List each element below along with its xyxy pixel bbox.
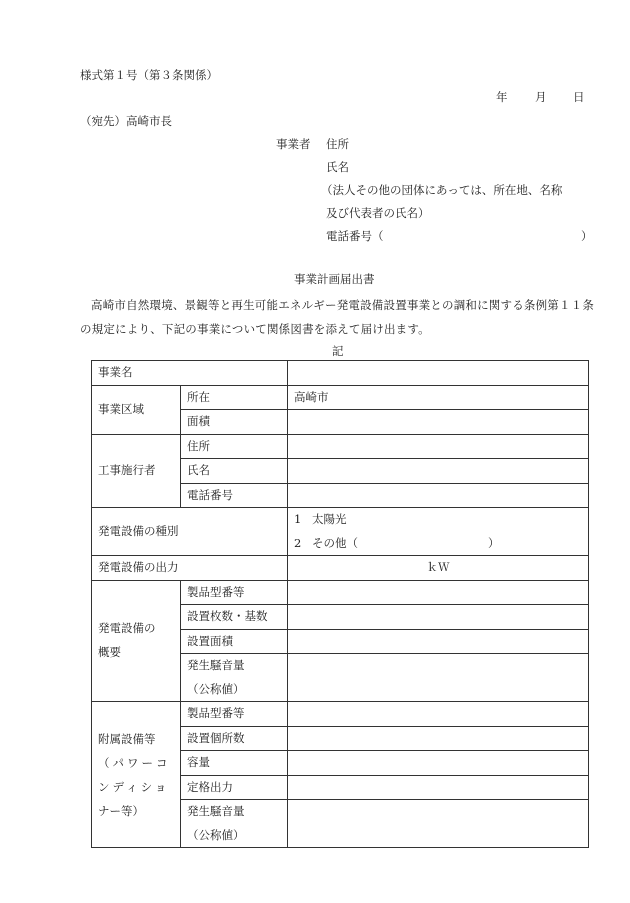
area-label: 面積 xyxy=(181,410,288,435)
business-area-label: 事業区域 xyxy=(92,385,181,434)
aux-install-count-cell[interactable] xyxy=(288,726,589,751)
output-unit: ｋＷ xyxy=(426,560,450,574)
location-label: 所在 xyxy=(181,385,288,410)
rated-output-label: 定格出力 xyxy=(181,775,288,800)
table-row-business-name xyxy=(92,361,589,386)
contractor-name-cell[interactable] xyxy=(288,459,589,484)
applicant-corp-note-line2: 及び代表者の氏名） xyxy=(326,206,430,220)
area-cell[interactable] xyxy=(288,410,589,435)
aux-equipment-line4: ナー等） xyxy=(98,803,144,818)
applicant-address-label: 住所 xyxy=(326,137,349,151)
capacity-cell[interactable] xyxy=(288,751,589,776)
applicant-phone-close: ） xyxy=(581,229,593,243)
type-option-other-label: その他（ xyxy=(312,535,358,550)
aux-noise-label-line1: 発生騒音量 xyxy=(187,804,245,818)
document-title: 事業計画届出書 xyxy=(294,272,375,286)
aux-equipment-label xyxy=(92,702,181,848)
type-option-solar[interactable] xyxy=(294,508,582,532)
capacity-label: 容量 xyxy=(181,751,288,776)
table-row-output xyxy=(92,556,589,581)
addressee: （宛先）高崎市長 xyxy=(80,114,172,128)
business-name-cell[interactable] xyxy=(288,361,589,386)
aux-equipment-line2: （パワーコ xyxy=(98,755,171,770)
equipment-overview-line2: 概要 xyxy=(98,644,121,659)
contractor-phone-cell[interactable] xyxy=(288,483,589,508)
table-row-equipment-type xyxy=(92,508,589,556)
noise-cell[interactable] xyxy=(288,654,589,702)
install-count-label: 設置枚数・基数 xyxy=(181,605,288,630)
aux-model-number-label: 製品型番等 xyxy=(181,702,288,727)
aux-equipment-line1: 附属設備等 xyxy=(98,731,156,746)
type-option-other-close: ） xyxy=(488,535,500,550)
date-day-label: 日 xyxy=(573,90,585,104)
install-area-label: 設置面積 xyxy=(181,629,288,654)
note-heading: 記 xyxy=(332,344,344,358)
model-number-label: 製品型番等 xyxy=(181,580,288,605)
applicant-name-label: 氏名 xyxy=(326,160,349,174)
noise-label xyxy=(181,654,288,702)
contractor-label: 工事施行者 xyxy=(92,434,181,508)
equipment-type-options xyxy=(288,508,589,556)
location-value[interactable]: 高崎市 xyxy=(288,385,589,410)
equipment-overview-label xyxy=(92,580,181,702)
aux-noise-label-line2: （公称値） xyxy=(187,827,245,842)
noise-label-line1: 発生騒音量 xyxy=(187,658,245,672)
type-option-solar-number: 1 xyxy=(294,512,302,526)
noise-label-line2: （公称値） xyxy=(187,681,245,696)
type-option-other-number: 2 xyxy=(294,535,302,550)
output-cell[interactable] xyxy=(288,556,589,581)
aux-equipment-line3: ンディショ xyxy=(98,779,170,794)
business-name-label: 事業名 xyxy=(92,361,288,386)
table-row-model-number xyxy=(92,580,589,605)
form-number: 様式第１号（第３条関係） xyxy=(80,68,218,82)
table-row-aux-model-number xyxy=(92,702,589,727)
business-plan-table xyxy=(91,360,589,848)
document-body: 高崎市自然環境、景観等と再生可能エネルギー発電設備設置事業との調和に関する条例第１１条の規定により、下記の事業について関係図書を添えて届け出ます。 xyxy=(80,298,595,336)
aux-model-number-cell[interactable] xyxy=(288,702,589,727)
contractor-address-cell[interactable] xyxy=(288,434,589,459)
aux-noise-label xyxy=(181,800,288,848)
type-option-solar-label: 太陽光 xyxy=(312,512,347,526)
table-row-location xyxy=(92,385,589,410)
contractor-name-label: 氏名 xyxy=(181,459,288,484)
applicant-phone-label: 電話番号（ xyxy=(326,229,384,243)
type-option-other[interactable] xyxy=(294,532,582,556)
date-year-label: 年 xyxy=(496,90,508,104)
table-row-contractor-address xyxy=(92,434,589,459)
applicant-corp-note-line1: （法人その他の団体にあっては、所在地、名称 xyxy=(321,183,563,197)
contractor-phone-label: 電話番号 xyxy=(181,483,288,508)
aux-noise-cell[interactable] xyxy=(288,800,589,848)
date-month-label: 月 xyxy=(535,90,547,104)
model-number-cell[interactable] xyxy=(288,580,589,605)
install-count-cell[interactable] xyxy=(288,605,589,630)
install-area-cell[interactable] xyxy=(288,629,589,654)
contractor-address-label: 住所 xyxy=(181,434,288,459)
applicant-label: 事業者 xyxy=(276,137,311,151)
aux-install-count-label: 設置個所数 xyxy=(181,726,288,751)
rated-output-cell[interactable] xyxy=(288,775,589,800)
output-label: 発電設備の出力 xyxy=(92,556,288,581)
equipment-overview-line1: 発電設備の xyxy=(98,621,156,636)
equipment-type-label: 発電設備の種別 xyxy=(92,508,288,556)
